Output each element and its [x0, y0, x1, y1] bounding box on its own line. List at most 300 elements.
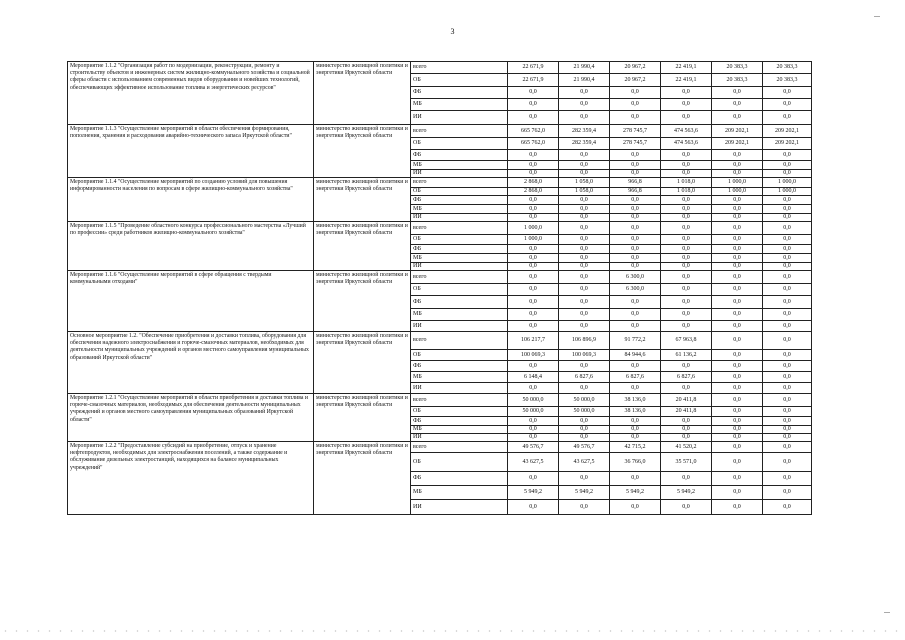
funding-source-cell: всего: [411, 442, 508, 453]
value-cell: 0,0: [712, 332, 763, 350]
value-cell: 0,0: [610, 170, 661, 178]
value-cell: 2 868,0: [508, 188, 559, 196]
value-cell: 0,0: [559, 271, 610, 284]
value-cell: 0,0: [712, 254, 763, 263]
value-cell: 0,0: [661, 263, 712, 271]
value-cell: 0,0: [763, 296, 812, 309]
value-cell: 6 827,6: [610, 372, 661, 383]
value-cell: 209 202,1: [712, 125, 763, 138]
value-cell: 0,0: [610, 235, 661, 245]
value-cell: 84 944,6: [610, 350, 661, 361]
value-cell: 0,0: [559, 254, 610, 263]
value-cell: 0,0: [763, 99, 812, 111]
value-cell: 0,0: [559, 472, 610, 486]
funding-source-cell: ОБ: [411, 188, 508, 196]
value-cell: 966,8: [610, 188, 661, 196]
funding-source-cell: МБ: [411, 254, 508, 263]
funding-source-cell: всего: [411, 332, 508, 350]
value-cell: 49 576,7: [508, 442, 559, 453]
value-cell: 0,0: [610, 383, 661, 394]
value-cell: 0,0: [559, 235, 610, 245]
value-cell: 0,0: [559, 309, 610, 321]
value-cell: 0,0: [763, 205, 812, 214]
value-cell: 0,0: [610, 245, 661, 254]
funding-source-cell: всего: [411, 271, 508, 284]
funding-source-cell: ИИ: [411, 383, 508, 394]
value-cell: 0,0: [763, 284, 812, 296]
value-cell: 0,0: [763, 161, 812, 170]
value-cell: 0,0: [712, 263, 763, 271]
value-cell: 0,0: [763, 111, 812, 125]
funding-source-cell: ОБ: [411, 138, 508, 150]
value-cell: 0,0: [559, 263, 610, 271]
funding-source-cell: всего: [411, 62, 508, 74]
value-cell: 665 762,0: [508, 138, 559, 150]
value-cell: 20 383,3: [712, 62, 763, 74]
value-cell: 278 745,7: [610, 125, 661, 138]
value-cell: 0,0: [763, 417, 812, 426]
value-cell: 0,0: [661, 383, 712, 394]
value-cell: 50 000,0: [559, 407, 610, 417]
value-cell: 61 136,2: [661, 350, 712, 361]
value-cell: 0,0: [559, 417, 610, 426]
funding-source-cell: МБ: [411, 486, 508, 500]
value-cell: 0,0: [508, 99, 559, 111]
funding-source-cell: ФБ: [411, 296, 508, 309]
event-cell: Мероприятие 1.2.2 "Предоставление субсидий на приобретение, отпуск и хранение нефтепродуктов, необходимых для электроснабжения поселений, а также содержание и обслуживание дизельных электростанций, находящихся на балансе муниципальных учреждений": [68, 442, 314, 515]
funding-source-cell: ОБ: [411, 235, 508, 245]
funding-source-cell: ОБ: [411, 74, 508, 87]
funding-source-cell: МБ: [411, 309, 508, 321]
value-cell: 282 359,4: [559, 138, 610, 150]
value-cell: 0,0: [763, 235, 812, 245]
value-cell: 0,0: [712, 309, 763, 321]
value-cell: 0,0: [610, 150, 661, 161]
value-cell: 0,0: [610, 205, 661, 214]
value-cell: 0,0: [661, 111, 712, 125]
value-cell: 0,0: [661, 309, 712, 321]
scan-mark: [884, 612, 890, 616]
executor-cell: министерство жилищной политики и энергетики Иркутской области: [314, 394, 411, 442]
value-cell: 0,0: [763, 222, 812, 235]
value-cell: 0,0: [610, 214, 661, 222]
value-cell: 1 000,0: [508, 222, 559, 235]
value-cell: 0,0: [508, 417, 559, 426]
value-cell: 0,0: [559, 383, 610, 394]
value-cell: 0,0: [610, 309, 661, 321]
funding-source-cell: ФБ: [411, 417, 508, 426]
value-cell: 0,0: [661, 426, 712, 434]
value-cell: 0,0: [610, 111, 661, 125]
table-row: [68, 332, 812, 350]
value-cell: 106 217,7: [508, 332, 559, 350]
value-cell: 22 419,1: [661, 74, 712, 87]
value-cell: 0,0: [763, 453, 812, 472]
value-cell: 0,0: [712, 417, 763, 426]
value-cell: 0,0: [661, 235, 712, 245]
value-cell: 1 000,0: [508, 235, 559, 245]
value-cell: 0,0: [559, 296, 610, 309]
value-cell: 0,0: [559, 161, 610, 170]
value-cell: 0,0: [763, 254, 812, 263]
value-cell: 0,0: [508, 271, 559, 284]
value-cell: 0,0: [763, 271, 812, 284]
value-cell: 0,0: [763, 434, 812, 442]
value-cell: 282 359,4: [559, 125, 610, 138]
event-cell: Мероприятие 1.1.5 "Проведение областного конкурса профессионального мастерства «Лучший по профессии» среди работников жилищно-коммунального хозяйства": [68, 222, 314, 271]
value-cell: 0,0: [559, 111, 610, 125]
value-cell: 0,0: [712, 245, 763, 254]
value-cell: 0,0: [763, 500, 812, 515]
table-row: [68, 178, 812, 188]
value-cell: 0,0: [763, 394, 812, 407]
value-cell: 0,0: [712, 99, 763, 111]
value-cell: 0,0: [559, 196, 610, 205]
value-cell: 0,0: [763, 472, 812, 486]
value-cell: 0,0: [559, 434, 610, 442]
value-cell: 0,0: [712, 296, 763, 309]
value-cell: 0,0: [610, 472, 661, 486]
value-cell: 0,0: [712, 111, 763, 125]
value-cell: 5 949,2: [508, 486, 559, 500]
value-cell: 0,0: [712, 150, 763, 161]
page-number: 3: [450, 27, 455, 36]
funding-source-cell: ОБ: [411, 350, 508, 361]
value-cell: 0,0: [712, 205, 763, 214]
event-cell: Мероприятие 1.1.6 "Осуществление мероприятий в сфере обращения с твердыми коммунальными отходами": [68, 271, 314, 332]
executor-cell: министерство жилищной политики и энергетики Иркутской области: [314, 442, 411, 515]
event-cell: Мероприятие 1.1.4 "Осуществление мероприятий по созданию условий для повышения информированности населения по вопросам в сфере жилищно-коммунального хозяйства": [68, 178, 314, 222]
value-cell: 0,0: [763, 170, 812, 178]
value-cell: 43 627,5: [559, 453, 610, 472]
value-cell: 0,0: [610, 87, 661, 99]
executor-cell: министерство жилищной политики и энергетики Иркутской области: [314, 178, 411, 222]
value-cell: 67 963,8: [661, 332, 712, 350]
value-cell: 0,0: [661, 361, 712, 372]
value-cell: 20 967,2: [610, 62, 661, 74]
value-cell: 0,0: [763, 150, 812, 161]
value-cell: 0,0: [508, 196, 559, 205]
value-cell: 0,0: [763, 361, 812, 372]
value-cell: 0,0: [559, 284, 610, 296]
value-cell: 0,0: [661, 205, 712, 214]
value-cell: 100 069,3: [508, 350, 559, 361]
value-cell: 41 520,2: [661, 442, 712, 453]
value-cell: 0,0: [712, 271, 763, 284]
funding-source-cell: ИИ: [411, 214, 508, 222]
value-cell: 0,0: [508, 214, 559, 222]
value-cell: 0,0: [508, 321, 559, 332]
value-cell: 0,0: [508, 87, 559, 99]
value-cell: 20 383,3: [763, 74, 812, 87]
value-cell: 38 136,0: [610, 394, 661, 407]
value-cell: 20 967,2: [610, 74, 661, 87]
value-cell: 0,0: [559, 321, 610, 332]
value-cell: 0,0: [763, 486, 812, 500]
value-cell: 6 300,0: [610, 284, 661, 296]
funding-source-cell: ФБ: [411, 472, 508, 486]
table-row: [68, 271, 812, 284]
value-cell: 0,0: [508, 245, 559, 254]
executor-cell: министерство жилищной политики и энергетики Иркутской области: [314, 332, 411, 394]
value-cell: 0,0: [661, 245, 712, 254]
value-cell: 0,0: [712, 426, 763, 434]
value-cell: 50 000,0: [559, 394, 610, 407]
value-cell: 0,0: [508, 426, 559, 434]
value-cell: 0,0: [508, 296, 559, 309]
value-cell: 0,0: [712, 284, 763, 296]
value-cell: 0,0: [712, 453, 763, 472]
value-cell: 0,0: [712, 361, 763, 372]
value-cell: 106 896,9: [559, 332, 610, 350]
funding-source-cell: ОБ: [411, 407, 508, 417]
value-cell: 0,0: [712, 87, 763, 99]
value-cell: 0,0: [508, 111, 559, 125]
value-cell: 0,0: [508, 161, 559, 170]
table-row: [68, 222, 812, 235]
value-cell: 0,0: [712, 486, 763, 500]
value-cell: 0,0: [661, 296, 712, 309]
value-cell: 0,0: [559, 205, 610, 214]
value-cell: 43 627,5: [508, 453, 559, 472]
value-cell: 0,0: [712, 321, 763, 332]
value-cell: 0,0: [712, 350, 763, 361]
value-cell: 20 383,3: [763, 62, 812, 74]
value-cell: 0,0: [712, 383, 763, 394]
value-cell: 665 762,0: [508, 125, 559, 138]
value-cell: 0,0: [763, 442, 812, 453]
executor-cell: министерство жилищной политики и энергетики Иркутской области: [314, 62, 411, 125]
value-cell: 0,0: [508, 500, 559, 515]
value-cell: 0,0: [610, 296, 661, 309]
value-cell: 0,0: [508, 472, 559, 486]
table-row: [68, 394, 812, 407]
value-cell: 36 766,0: [610, 453, 661, 472]
value-cell: 0,0: [763, 196, 812, 205]
value-cell: 0,0: [559, 214, 610, 222]
value-cell: 0,0: [763, 407, 812, 417]
value-cell: 1 058,0: [559, 178, 610, 188]
value-cell: 0,0: [508, 205, 559, 214]
executor-cell: министерство жилищной политики и энергетики Иркутской области: [314, 222, 411, 271]
table-row: [68, 442, 812, 453]
value-cell: 5 949,2: [559, 486, 610, 500]
value-cell: 0,0: [559, 99, 610, 111]
event-cell: Мероприятие 1.2.1 "Осуществление мероприятий в области приобретения и доставки топлива и горюче-смазочных материалов, необходимых для обеспечения деятельности муниципальных учреждений и органов местного самоуправления муниципальных образований Иркутской области": [68, 394, 314, 442]
value-cell: 0,0: [610, 426, 661, 434]
funding-source-cell: всего: [411, 178, 508, 188]
value-cell: 0,0: [508, 383, 559, 394]
value-cell: 38 136,0: [610, 407, 661, 417]
executor-cell: министерство жилищной политики и энергетики Иркутской области: [314, 125, 411, 178]
value-cell: 966,8: [610, 178, 661, 188]
value-cell: 0,0: [610, 500, 661, 515]
value-cell: 0,0: [508, 361, 559, 372]
value-cell: 0,0: [559, 500, 610, 515]
value-cell: 0,0: [661, 417, 712, 426]
value-cell: 0,0: [763, 245, 812, 254]
value-cell: 0,0: [763, 332, 812, 350]
event-cell: Основное мероприятие 1.2. "Обеспечение приобретения и доставки топлива, оборудования для обеспечения надежного электроснабжения и горюче-смазочных материалов, необходимых для деятельности муниципальных учреждений и органов местного самоуправления муниципальных образований Иркутской области": [68, 332, 314, 394]
value-cell: 2 868,0: [508, 178, 559, 188]
funding-source-cell: ОБ: [411, 284, 508, 296]
value-cell: 0,0: [763, 87, 812, 99]
value-cell: 0,0: [661, 472, 712, 486]
value-cell: 0,0: [763, 350, 812, 361]
value-cell: 0,0: [559, 361, 610, 372]
value-cell: 0,0: [712, 442, 763, 453]
value-cell: 0,0: [763, 426, 812, 434]
value-cell: 0,0: [661, 170, 712, 178]
funding-source-cell: ИИ: [411, 500, 508, 515]
event-cell: Мероприятие 1.1.3 "Осуществление мероприятий в области обеспечения формирования, пополнения, хранения и расходования аварийно-технического запаса Иркутской области": [68, 125, 314, 178]
value-cell: 0,0: [661, 161, 712, 170]
value-cell: 42 715,2: [610, 442, 661, 453]
value-cell: 0,0: [508, 284, 559, 296]
value-cell: 6 148,4: [508, 372, 559, 383]
funding-table: [67, 61, 812, 515]
value-cell: 0,0: [559, 426, 610, 434]
value-cell: 0,0: [712, 394, 763, 407]
value-cell: 0,0: [559, 87, 610, 99]
value-cell: 0,0: [763, 383, 812, 394]
value-cell: 6 827,6: [661, 372, 712, 383]
value-cell: 91 772,2: [610, 332, 661, 350]
value-cell: 209 202,1: [763, 125, 812, 138]
value-cell: 0,0: [712, 500, 763, 515]
funding-source-cell: ИИ: [411, 263, 508, 271]
value-cell: 0,0: [763, 263, 812, 271]
value-cell: 0,0: [661, 500, 712, 515]
value-cell: 0,0: [712, 372, 763, 383]
value-cell: 0,0: [610, 417, 661, 426]
value-cell: 0,0: [712, 161, 763, 170]
value-cell: 0,0: [661, 150, 712, 161]
scan-mark: [874, 16, 880, 20]
value-cell: 209 202,1: [712, 138, 763, 150]
value-cell: 0,0: [763, 372, 812, 383]
value-cell: 21 990,4: [559, 74, 610, 87]
funding-source-cell: всего: [411, 125, 508, 138]
scan-noise: [0, 628, 905, 634]
value-cell: 0,0: [661, 196, 712, 205]
funding-source-cell: МБ: [411, 99, 508, 111]
value-cell: 5 949,2: [610, 486, 661, 500]
funding-source-cell: всего: [411, 222, 508, 235]
value-cell: 1 000,0: [763, 188, 812, 196]
value-cell: 0,0: [661, 284, 712, 296]
table-row: [68, 62, 812, 74]
value-cell: 0,0: [661, 222, 712, 235]
value-cell: 0,0: [712, 214, 763, 222]
value-cell: 0,0: [508, 150, 559, 161]
value-cell: 474 563,6: [661, 125, 712, 138]
funding-source-cell: ИИ: [411, 434, 508, 442]
funding-source-cell: ОБ: [411, 453, 508, 472]
funding-source-cell: ФБ: [411, 245, 508, 254]
value-cell: 22 671,9: [508, 62, 559, 74]
value-cell: 0,0: [661, 321, 712, 332]
funding-source-cell: ФБ: [411, 87, 508, 99]
value-cell: 0,0: [763, 321, 812, 332]
funding-source-cell: ФБ: [411, 196, 508, 205]
value-cell: 35 571,0: [661, 453, 712, 472]
value-cell: 1 000,0: [712, 178, 763, 188]
value-cell: 0,0: [712, 472, 763, 486]
value-cell: 1 000,0: [763, 178, 812, 188]
value-cell: 0,0: [559, 222, 610, 235]
value-cell: 0,0: [508, 434, 559, 442]
value-cell: 0,0: [559, 150, 610, 161]
value-cell: 20 411,8: [661, 407, 712, 417]
funding-source-cell: МБ: [411, 161, 508, 170]
table-row: [68, 125, 812, 138]
value-cell: 0,0: [661, 87, 712, 99]
value-cell: 0,0: [508, 254, 559, 263]
value-cell: 1 018,0: [661, 188, 712, 196]
value-cell: 0,0: [559, 245, 610, 254]
value-cell: 20 383,3: [712, 74, 763, 87]
value-cell: 0,0: [712, 196, 763, 205]
value-cell: 0,0: [610, 263, 661, 271]
value-cell: 0,0: [712, 170, 763, 178]
value-cell: 0,0: [712, 235, 763, 245]
value-cell: 0,0: [610, 434, 661, 442]
value-cell: 0,0: [661, 434, 712, 442]
funding-source-cell: ИИ: [411, 170, 508, 178]
value-cell: 100 069,3: [559, 350, 610, 361]
value-cell: 6 300,0: [610, 271, 661, 284]
value-cell: 22 671,9: [508, 74, 559, 87]
value-cell: 0,0: [508, 309, 559, 321]
executor-cell: министерство жилищной политики и энергетики Иркутской области: [314, 271, 411, 332]
value-cell: 0,0: [712, 434, 763, 442]
value-cell: 0,0: [559, 170, 610, 178]
value-cell: 0,0: [661, 214, 712, 222]
funding-source-cell: ИИ: [411, 321, 508, 332]
value-cell: 50 000,0: [508, 407, 559, 417]
value-cell: 5 949,2: [661, 486, 712, 500]
value-cell: 0,0: [610, 161, 661, 170]
value-cell: 0,0: [610, 321, 661, 332]
funding-source-cell: МБ: [411, 426, 508, 434]
value-cell: 1 018,0: [661, 178, 712, 188]
value-cell: 0,0: [661, 99, 712, 111]
value-cell: 0,0: [610, 196, 661, 205]
value-cell: 6 827,6: [559, 372, 610, 383]
value-cell: 0,0: [508, 263, 559, 271]
value-cell: 0,0: [661, 254, 712, 263]
funding-source-cell: ФБ: [411, 361, 508, 372]
value-cell: 0,0: [508, 170, 559, 178]
value-cell: 49 576,7: [559, 442, 610, 453]
value-cell: 21 990,4: [559, 62, 610, 74]
event-cell: Мероприятие 1.1.2 "Организация работ по модернизации, реконструкции, ремонту и строительству объектов и инженерных систем жилищно-коммунального хозяйства и социальной сферы области с использованием современных видов оборудования и новейших технологий, обеспечивающих эффективное использование топлива и энергетических ресурсов": [68, 62, 314, 125]
value-cell: 0,0: [610, 254, 661, 263]
value-cell: 278 745,7: [610, 138, 661, 150]
value-cell: 0,0: [712, 407, 763, 417]
value-cell: 0,0: [610, 222, 661, 235]
value-cell: 50 000,0: [508, 394, 559, 407]
value-cell: 209 202,1: [763, 138, 812, 150]
value-cell: 0,0: [610, 99, 661, 111]
value-cell: 0,0: [763, 214, 812, 222]
value-cell: 0,0: [712, 222, 763, 235]
value-cell: 20 411,8: [661, 394, 712, 407]
funding-source-cell: МБ: [411, 372, 508, 383]
value-cell: 1 000,0: [712, 188, 763, 196]
funding-source-cell: ФБ: [411, 150, 508, 161]
